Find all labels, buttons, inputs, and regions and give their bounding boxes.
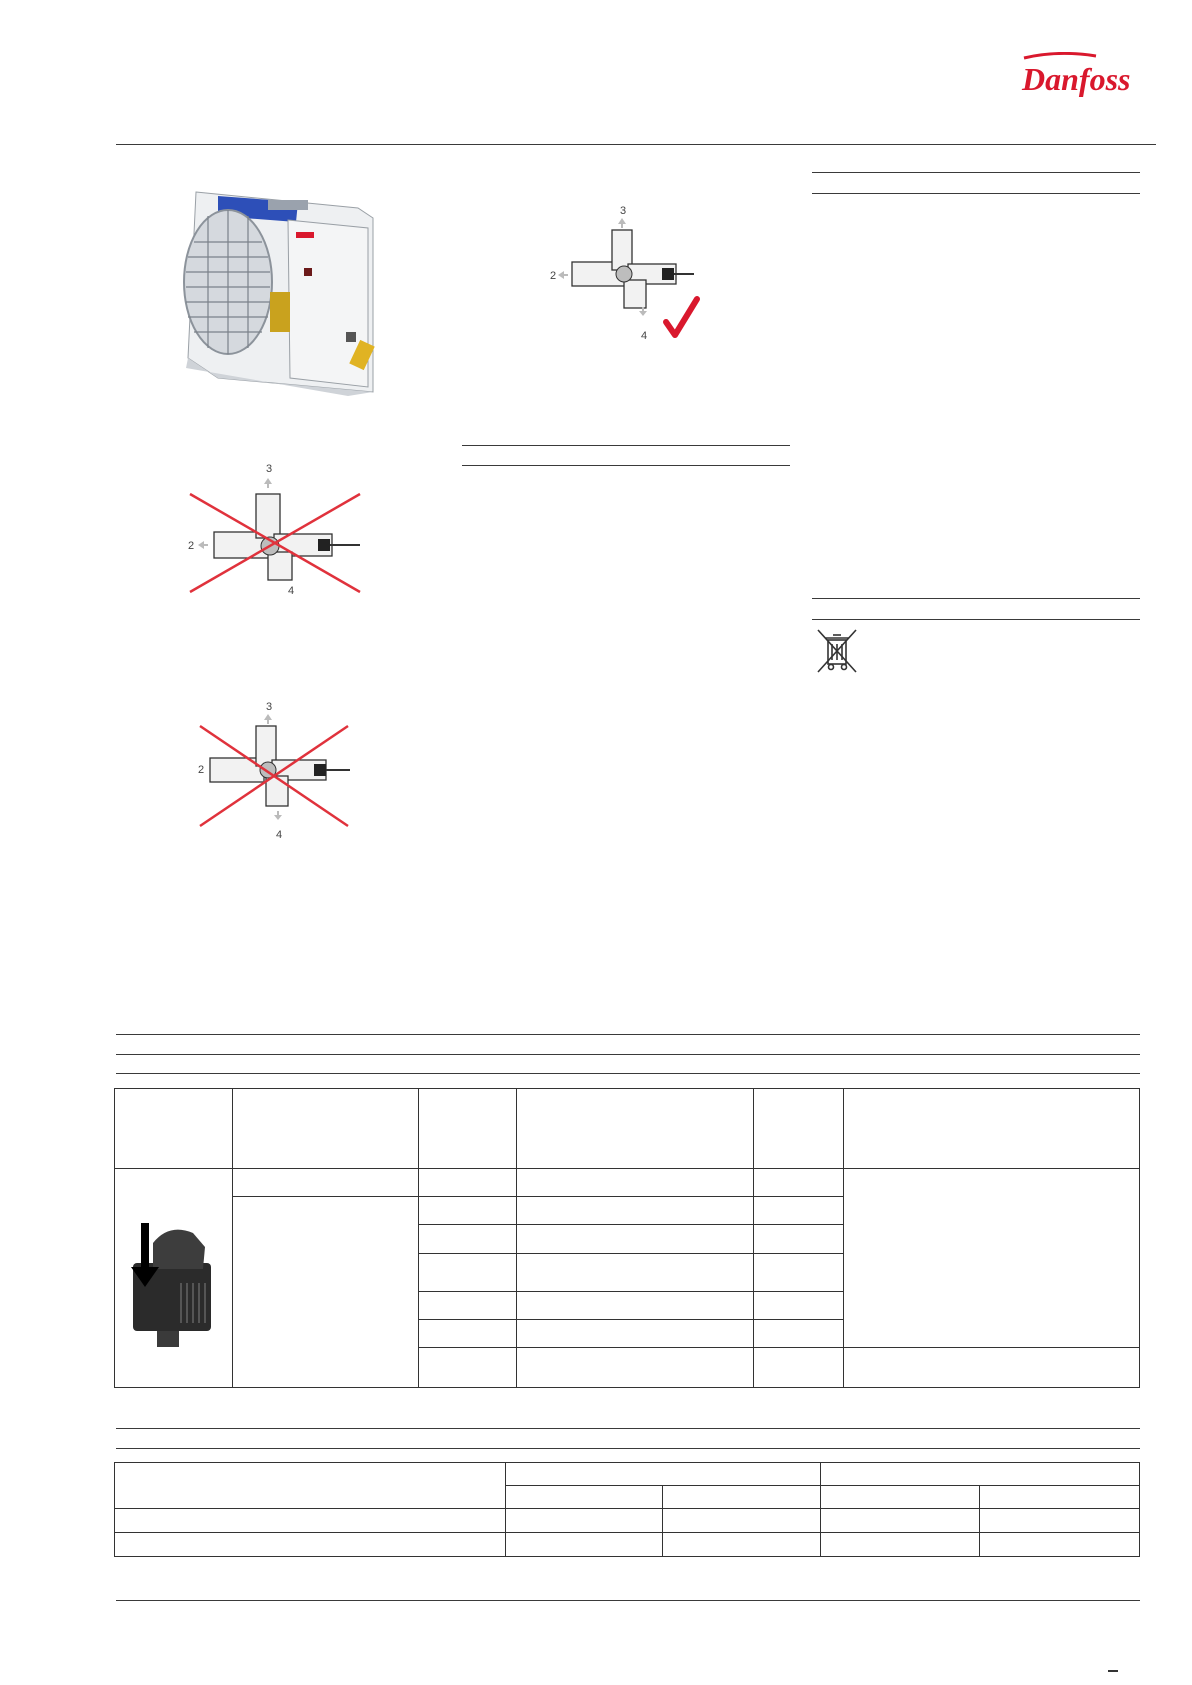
table-cell <box>821 1509 980 1533</box>
table-cell <box>516 1347 754 1387</box>
table-cell <box>115 1533 506 1557</box>
table-cell <box>754 1169 844 1197</box>
table-cell <box>516 1253 754 1291</box>
right-section-rule-bottom <box>812 193 1140 194</box>
table-cell <box>505 1533 663 1557</box>
svg-text:2: 2 <box>188 540 195 552</box>
table-cell <box>754 1319 844 1347</box>
table-cell <box>754 1253 844 1291</box>
specification-table <box>114 1462 1140 1557</box>
svg-text:2: 2 <box>198 764 205 776</box>
table-cell <box>980 1509 1140 1533</box>
table-cell <box>115 1509 506 1533</box>
table-cell <box>232 1197 418 1388</box>
header-cell <box>232 1089 418 1169</box>
table-cell <box>418 1169 516 1197</box>
page-number-mark <box>1108 1670 1118 1672</box>
table-cell <box>754 1347 844 1387</box>
spec-header-cell <box>821 1463 1140 1486</box>
table-cell <box>516 1225 754 1253</box>
table-cell <box>663 1509 821 1533</box>
table-cell <box>844 1347 1140 1387</box>
spec-header-cell <box>505 1486 663 1509</box>
table-cell <box>516 1319 754 1347</box>
valve-wrong-diagram-a <box>184 462 366 598</box>
table-cell <box>418 1225 516 1253</box>
table-row <box>115 1169 1140 1197</box>
svg-text:4: 4 <box>641 330 648 342</box>
table-section-rule-3 <box>116 1073 1140 1074</box>
right-section-rule-top <box>812 172 1140 173</box>
danfoss-logo <box>1018 52 1144 104</box>
second-table-rule-2 <box>116 1448 1140 1449</box>
valve-correct-diagram <box>548 204 704 346</box>
svg-text:4: 4 <box>276 829 283 841</box>
table-cell <box>663 1533 821 1557</box>
header-rule <box>116 144 1156 145</box>
disposal-rule-bottom <box>812 619 1140 620</box>
spec-header-cell <box>821 1486 980 1509</box>
disposal-rule-top <box>812 598 1140 599</box>
spec-header-cell <box>980 1486 1140 1509</box>
table-cell <box>505 1509 663 1533</box>
table-cell <box>821 1533 980 1557</box>
svg-text:2: 2 <box>550 270 557 282</box>
table-cell <box>418 1319 516 1347</box>
table-section-rule-2 <box>116 1054 1140 1055</box>
header-cell <box>516 1089 754 1169</box>
product-table-header-row <box>115 1089 1140 1169</box>
danfoss-logo-graphic <box>1018 52 1144 104</box>
svg-text:3: 3 <box>266 463 273 475</box>
table-section-rule-1 <box>116 1034 1140 1035</box>
second-table-rule-1 <box>116 1428 1140 1429</box>
svg-text:3: 3 <box>620 205 627 217</box>
table-cell <box>516 1197 754 1225</box>
middle-section-rule-top <box>462 445 790 446</box>
table-cell <box>232 1169 418 1197</box>
table-row <box>115 1533 1140 1557</box>
table-row <box>115 1509 1140 1533</box>
table-cell <box>844 1169 1140 1348</box>
valve-wrong-diagram-b <box>196 700 354 842</box>
table-cell <box>418 1197 516 1225</box>
svg-text:4: 4 <box>288 585 295 597</box>
header-cell <box>418 1089 516 1169</box>
header-cell <box>754 1089 844 1169</box>
middle-section-rule-bottom <box>462 465 790 466</box>
spec-header-row <box>115 1463 1140 1486</box>
table-cell <box>418 1347 516 1387</box>
footer-rule <box>116 1600 1140 1601</box>
product-photo-cell <box>115 1169 233 1388</box>
coil-actuator-photo <box>123 1203 223 1353</box>
header-cell <box>844 1089 1140 1169</box>
table-cell <box>418 1291 516 1319</box>
crossed-out-wheelie-bin-icon <box>814 626 860 676</box>
spec-header-cell <box>663 1486 821 1509</box>
table-cell <box>516 1169 754 1197</box>
table-cell <box>418 1253 516 1291</box>
spec-header-cell <box>505 1463 821 1486</box>
header-cell <box>115 1089 233 1169</box>
table-cell <box>754 1291 844 1319</box>
heat-pump-unit-illustration <box>178 182 388 404</box>
logo-text: Danfoss <box>1022 61 1131 97</box>
table-cell <box>980 1533 1140 1557</box>
table-cell <box>516 1291 754 1319</box>
product-table <box>114 1088 1140 1388</box>
svg-text:3: 3 <box>266 701 273 713</box>
spec-header-cell <box>115 1463 506 1509</box>
table-cell <box>754 1225 844 1253</box>
table-cell <box>754 1197 844 1225</box>
